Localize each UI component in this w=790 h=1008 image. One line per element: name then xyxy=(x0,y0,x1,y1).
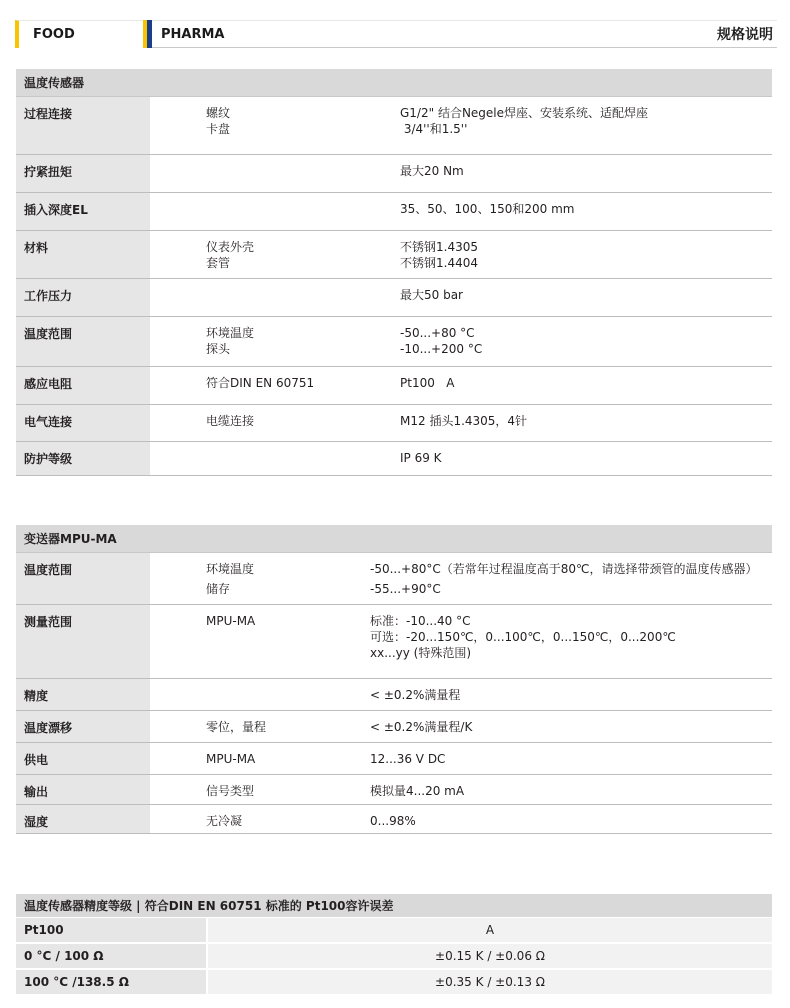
row-label: 温度漂移 xyxy=(16,711,150,742)
page-header xyxy=(15,20,777,48)
row-value-cell xyxy=(370,711,472,742)
row-value: 0...98% xyxy=(370,814,416,828)
row-sub-label-cell xyxy=(150,405,400,441)
row-label: 精度 xyxy=(16,679,150,710)
transmitter-section-title: 变送器MPU-MA xyxy=(16,525,772,553)
accuracy-row-value: ±0.35 K / ±0.13 Ω xyxy=(206,970,772,994)
row-sub-label-cell xyxy=(150,279,400,316)
row-value: Pt100 A xyxy=(400,376,455,390)
row-sub-label-cell xyxy=(150,317,400,366)
accuracy-row-label: 0 °C / 100 Ω xyxy=(16,944,206,968)
table-row xyxy=(16,317,772,367)
row-label: 温度范围 xyxy=(16,553,150,604)
sensor-section-title: 温度传感器 xyxy=(16,69,772,97)
row-value-cell xyxy=(400,405,527,441)
table-row xyxy=(16,679,772,711)
row-value-cell xyxy=(400,317,482,366)
row-value: < ±0.2%满量程/K xyxy=(370,720,473,734)
row-label: 过程连接 xyxy=(16,97,150,154)
row-label: 插入深度EL xyxy=(16,193,150,230)
row-value-cell xyxy=(370,775,464,804)
row-value: 最大20 Nm xyxy=(400,164,464,178)
row-value: IP 69 K xyxy=(400,451,442,465)
row-sub-label-cell xyxy=(150,553,370,604)
table-row xyxy=(16,231,772,279)
table-row xyxy=(16,367,772,405)
tab-pharma-label: PHARMA xyxy=(161,26,225,42)
row-sub-label-cell xyxy=(150,775,370,804)
row-value-cell xyxy=(400,442,442,475)
row-sub-label-cell xyxy=(150,97,400,154)
row-value: 35、50、100、150和200 mm xyxy=(400,202,575,216)
row-value: G1/2" 结合Negele焊座、安装系统、适配焊座 xyxy=(400,106,649,120)
tab-food-label: FOOD xyxy=(33,27,75,42)
row-sub-label: 符合DIN EN 60751 xyxy=(206,376,315,390)
row-sub-label-cell xyxy=(150,605,370,678)
row-sub-label-cell xyxy=(150,805,370,833)
row-label: 工作压力 xyxy=(16,279,150,316)
row-value-cell xyxy=(400,155,464,192)
row-sub-label: 无冷凝 xyxy=(206,814,243,828)
row-label: 输出 xyxy=(16,775,150,804)
row-sub-label: 电缆连接 xyxy=(206,414,255,428)
row-value-cell xyxy=(400,279,463,316)
row-sub-label xyxy=(206,163,400,179)
row-sub-label: 环境温度 xyxy=(206,326,255,340)
row-value: -10...+200 °C xyxy=(400,342,483,356)
row-value: -55...+90°C xyxy=(370,582,441,596)
row-label: 温度范围 xyxy=(16,317,150,366)
accuracy-row-value: ±0.15 K / ±0.06 Ω xyxy=(206,944,772,968)
row-value-cell xyxy=(400,193,574,230)
table-row xyxy=(16,775,772,805)
page-title: 规格说明 xyxy=(717,20,777,47)
row-sub-label: 零位，量程 xyxy=(206,720,267,734)
row-value-cell xyxy=(400,231,478,278)
row-value: xx...yy (特殊范围) xyxy=(370,646,472,660)
row-label: 供电 xyxy=(16,743,150,774)
row-value: 模拟量4...20 mA xyxy=(370,784,465,798)
row-value: 12...36 V DC xyxy=(370,752,446,766)
row-sub-label xyxy=(206,450,400,466)
transmitter-spec-table xyxy=(16,525,772,834)
row-value: 不锈钢1.4305 xyxy=(400,240,478,254)
sensor-spec-table xyxy=(16,69,772,476)
row-sub-label: 环境温度 xyxy=(206,562,255,576)
row-sub-label-cell xyxy=(150,679,370,710)
row-sub-label: 储存 xyxy=(206,582,231,596)
row-sub-label: 套管 xyxy=(206,256,231,270)
row-value: -50...+80°C（若常年过程温度高于80℃，请选择带颈管的温度传感器） xyxy=(370,562,758,576)
accuracy-row-label: 100 °C /138.5 Ω xyxy=(16,970,206,994)
row-label: 湿度 xyxy=(16,805,150,833)
row-label: 拧紧扭矩 xyxy=(16,155,150,192)
row-sub-label-cell xyxy=(150,743,370,774)
row-value: -50...+80 °C xyxy=(400,326,475,340)
row-label: 电气连接 xyxy=(16,405,150,441)
accuracy-row xyxy=(16,944,772,970)
row-label: 材料 xyxy=(16,231,150,278)
table-row xyxy=(16,193,772,231)
row-sub-label-cell xyxy=(150,193,400,230)
row-sub-label-cell xyxy=(150,711,370,742)
tab-pharma[interactable] xyxy=(152,20,717,47)
table-row xyxy=(16,805,772,834)
row-sub-label: 探头 xyxy=(206,342,231,356)
row-value-cell xyxy=(370,605,676,678)
table-row xyxy=(16,405,772,442)
row-label: 测量范围 xyxy=(16,605,150,678)
row-sub-label-cell xyxy=(150,231,400,278)
table-row xyxy=(16,553,772,605)
row-value-cell xyxy=(400,367,455,404)
accuracy-row xyxy=(16,918,772,944)
table-row xyxy=(16,442,772,476)
row-sub-label: 信号类型 xyxy=(206,784,255,798)
row-value-cell xyxy=(370,743,445,774)
row-value: M12 插头1.4305，4针 xyxy=(400,414,528,428)
row-value: 3/4''和1.5'' xyxy=(400,122,468,136)
row-value: < ±0.2%满量程 xyxy=(370,688,461,702)
accuracy-row-value: A xyxy=(206,918,772,942)
table-row xyxy=(16,97,772,155)
row-value-cell xyxy=(400,97,648,154)
row-value: 标准：-10...40 °C xyxy=(370,614,471,628)
table-row xyxy=(16,711,772,743)
table-row xyxy=(16,155,772,193)
row-label: 防护等级 xyxy=(16,442,150,475)
row-sub-label: 卡盘 xyxy=(206,122,231,136)
row-value: 可选：-20...150℃，0...100℃，0...150℃，0...200℃ xyxy=(370,630,676,644)
row-sub-label-cell xyxy=(150,367,400,404)
accuracy-table xyxy=(16,894,772,996)
accuracy-row-label: Pt100 xyxy=(16,918,206,942)
row-label: 感应电阻 xyxy=(16,367,150,404)
row-value: 不锈钢1.4404 xyxy=(400,256,478,270)
tab-food[interactable] xyxy=(15,20,143,48)
row-sub-label xyxy=(206,687,370,703)
row-sub-label: MPU-MA xyxy=(206,614,256,628)
row-value: 最大50 bar xyxy=(400,288,463,302)
row-sub-label: 仪表外壳 xyxy=(206,240,255,254)
row-sub-label-cell xyxy=(150,442,400,475)
row-value-cell xyxy=(370,679,460,710)
table-row xyxy=(16,279,772,317)
table-row xyxy=(16,743,772,775)
table-row xyxy=(16,605,772,679)
accuracy-row xyxy=(16,970,772,996)
row-value-cell xyxy=(370,553,758,604)
row-sub-label: 螺纹 xyxy=(206,106,231,120)
row-sub-label-cell xyxy=(150,155,400,192)
row-sub-label: MPU-MA xyxy=(206,752,256,766)
row-value-cell xyxy=(370,805,416,833)
row-sub-label xyxy=(206,201,400,217)
row-sub-label xyxy=(206,287,400,303)
accuracy-table-title: 温度传感器精度等级 | 符合DIN EN 60751 标准的 Pt100容许误差 xyxy=(16,894,772,918)
